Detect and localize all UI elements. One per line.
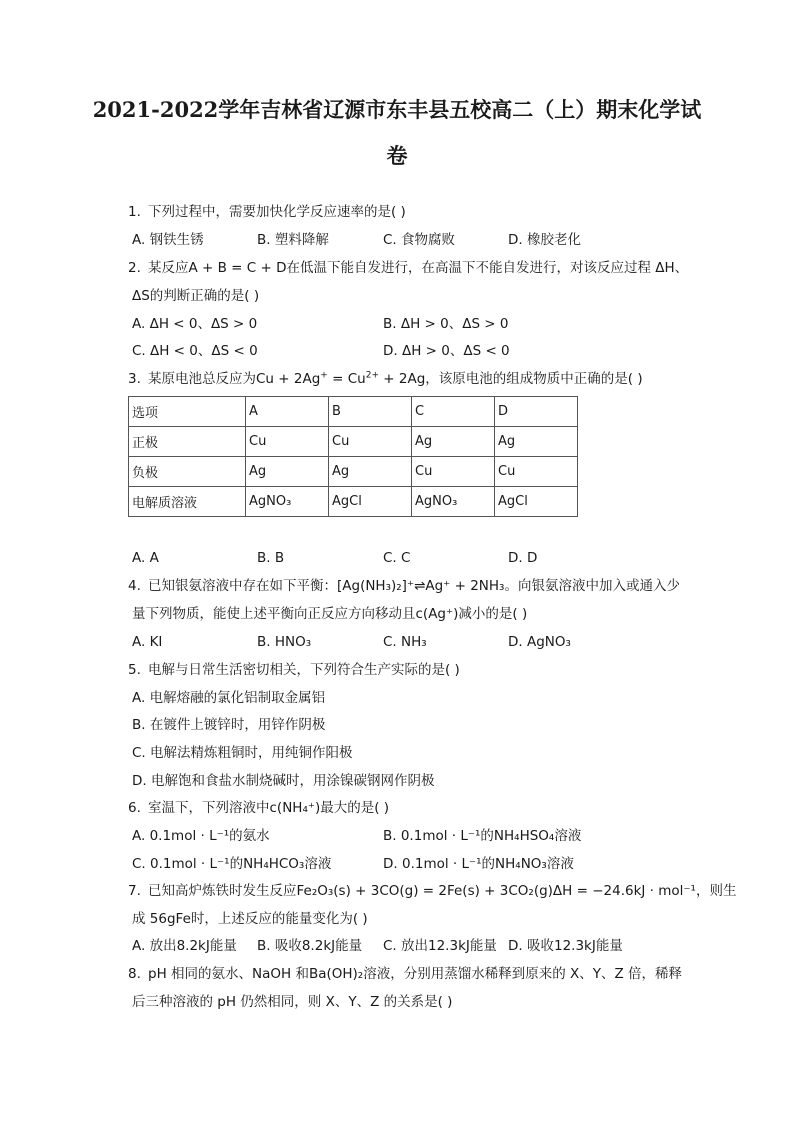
q7-option-c: C. 放出12.3kJ能量 [383, 938, 497, 954]
q2-option-a: A. ΔH < 0、ΔS > 0 [132, 316, 258, 332]
question-number: 5. [128, 662, 141, 678]
table-cell: AgNO₃ [246, 487, 329, 517]
question-1-stem: 1. 下列过程中，需要加快化学反应速率的是( ) [128, 204, 406, 220]
q4-option-c: C. NH₃ [383, 634, 427, 650]
table-cell: C [412, 397, 495, 427]
q6-option-d: D. 0.1mol · L⁻¹的NH₄NO₃溶液 [383, 856, 574, 872]
table-row [129, 487, 578, 517]
table-cell: Ag [412, 427, 495, 457]
table-cell: Cu [412, 457, 495, 487]
q3-options-table [128, 396, 578, 517]
table-cell: Ag [495, 427, 578, 457]
table-cell: 负极 [129, 457, 246, 487]
question-8-stem-cont: 后三种溶液的 pH 仍然相同，则 X、Y、Z 的关系是( ) [132, 994, 453, 1010]
q4-option-b: B. HNO₃ [257, 634, 312, 650]
question-7-stem: 7. 已知高炉炼铁时发生反应Fe₂O₃(s) + 3CO(g) = 2Fe(s) + 3CO₂(g)ΔH = −24.6kJ · mol⁻¹，则生 [128, 883, 737, 899]
q3-option-d: D. D [508, 550, 538, 566]
table-cell: AgNO₃ [412, 487, 495, 517]
question-4-stem-cont: 量下列物质，能使上述平衡向正反应方向移动且c(Ag⁺)减小的是( ) [132, 606, 528, 622]
q7-option-a: A. 放出8.2kJ能量 [132, 938, 237, 954]
q5-option-a: A. 电解熔融的氯化铝制取金属铝 [132, 690, 326, 706]
table-cell: Ag [329, 457, 412, 487]
table-cell: D [495, 397, 578, 427]
q5-option-c: C. 电解法精炼粗铜时，用纯铜作阳极 [132, 745, 353, 761]
q7-option-d: D. 吸收12.3kJ能量 [508, 938, 623, 954]
table-cell: 电解质溶液 [129, 487, 246, 517]
q6-option-a: A. 0.1mol · L⁻¹的氨水 [132, 828, 270, 844]
table-cell: AgCl [495, 487, 578, 517]
question-3-stem: 3. 某原电池总反应为$Cu + 2Ag^+ = Cu^{2+} + 2Ag$，该原电池的组成物质中正确的是( ) [128, 370, 643, 387]
table-cell: Cu [495, 457, 578, 487]
table-cell: B [329, 397, 412, 427]
q2-option-b: B. ΔH > 0、ΔS > 0 [383, 316, 509, 332]
question-6-stem: 6. 室温下，下列溶液中c(NH₄⁺)最大的是( ) [128, 800, 390, 816]
question-number: 7. [128, 883, 141, 899]
question-2-stem-cont: ΔS的判断正确的是( ) [132, 288, 260, 304]
table-cell: Cu [329, 427, 412, 457]
q4-option-a: A. KI [132, 634, 163, 650]
table-cell: Cu [246, 427, 329, 457]
table-cell: A [246, 397, 329, 427]
q7-option-b: B. 吸收8.2kJ能量 [257, 938, 363, 954]
q6-option-b: B. 0.1mol · L⁻¹的NH₄HSO₄溶液 [383, 828, 582, 844]
question-7-stem-cont: 成 56gFe时，上述反应的能量变化为( ) [132, 911, 368, 927]
question-number: 6. [128, 800, 141, 816]
question-number: 1. [128, 204, 141, 220]
table-cell: 正极 [129, 427, 246, 457]
question-2-stem: 2. 某反应A + B = C + D在低温下能自发进行，在高温下不能自发进行，对该反应过程 ΔH、 [128, 260, 689, 276]
q3-option-b: B. B [257, 550, 285, 566]
exam-title-line2: 卷 [386, 143, 408, 168]
q4-option-d: D. AgNO₃ [508, 634, 571, 650]
q5-option-d: D. 电解饱和食盐水制烧碱时，用涂镍碳钢网作阴极 [132, 773, 435, 789]
q2-option-d: D. ΔH > 0、ΔS < 0 [383, 343, 510, 359]
q1-option-c: C. 食物腐败 [383, 232, 456, 248]
q1-option-d: D. 橡胶老化 [508, 232, 581, 248]
question-4-stem: 4. 已知银氨溶液中存在如下平衡：[Ag(NH₃)₂]⁺⇌Ag⁺ + 2NH₃。向银氨溶液中加入或通入少 [128, 578, 680, 594]
exam-title-line1: 2021-2022学年吉林省辽源市东丰县五校高二（上）期末化学试 [92, 97, 702, 122]
q1-option-a: A. 钢铁生锈 [132, 232, 204, 248]
q3-option-c: C. C [383, 550, 411, 566]
question-number: 3. [128, 371, 141, 387]
question-number: 2. [128, 260, 141, 276]
q6-option-c: C. 0.1mol · L⁻¹的NH₄HCO₃溶液 [132, 856, 332, 872]
question-8-stem: 8. pH 相同的氨水、NaOH 和Ba(OH)₂溶液，分别用蒸馏水稀释到原来的 X、Y、Z 倍，稀释 [128, 966, 683, 982]
table-header-row [129, 397, 578, 427]
table-row [129, 457, 578, 487]
q3-option-a: A. A [132, 550, 159, 566]
question-number: 4. [128, 578, 141, 594]
q2-option-c: C. ΔH < 0、ΔS < 0 [132, 343, 258, 359]
q1-option-b: B. 塑料降解 [257, 232, 329, 248]
question-number: 8. [128, 966, 141, 982]
table-cell: Ag [246, 457, 329, 487]
table-cell: 选项 [129, 397, 246, 427]
table-cell: AgCl [329, 487, 412, 517]
table-row [129, 427, 578, 457]
q5-option-b: B. 在镀件上镀锌时，用锌作阴极 [132, 717, 326, 733]
question-5-stem: 5. 电解与日常生活密切相关，下列符合生产实际的是( ) [128, 662, 460, 678]
